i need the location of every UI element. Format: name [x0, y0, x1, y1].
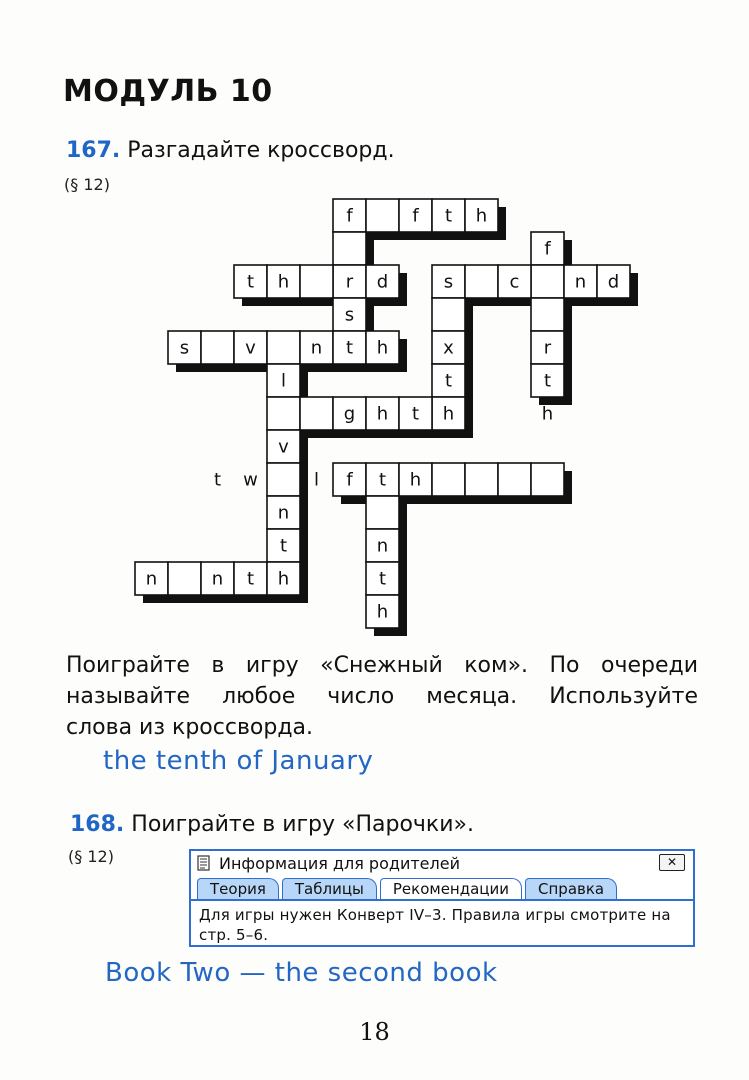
crossword-cell: [432, 463, 465, 496]
crossword-letter: h: [409, 469, 422, 491]
crossword-letter: d: [376, 271, 389, 293]
crossword-letter: x: [443, 337, 454, 359]
crossword-letter: r: [543, 337, 552, 359]
crossword-letter: h: [376, 601, 389, 623]
crossword-letter: h: [541, 403, 554, 425]
exercise-instruction: Поиграйте в игру «Парочки».: [131, 812, 474, 837]
crossword-letter: h: [277, 568, 290, 590]
crossword-cell: [267, 463, 300, 496]
crossword-letter: n: [211, 568, 224, 590]
crossword-letter: t: [246, 568, 255, 590]
parent-info-window: [189, 849, 695, 947]
crossword-letter: c: [509, 271, 520, 293]
crossword-cell: [366, 496, 399, 529]
crossword-letter: f: [412, 205, 419, 227]
task-text: [66, 650, 698, 743]
crossword-letter: n: [376, 535, 389, 557]
crossword-cell: [366, 199, 399, 232]
paragraph-reference: (§ 12): [68, 847, 114, 866]
crossword-letter: t: [444, 205, 453, 227]
crossword-letter: t: [411, 403, 420, 425]
crossword-letter: s: [179, 337, 190, 359]
exercise-number: 168.: [70, 812, 125, 837]
crossword-cell: [267, 331, 300, 364]
module-title: МОДУЛЬ 10: [63, 74, 273, 109]
crossword-cell: [201, 331, 234, 364]
crossword-cell: [465, 265, 498, 298]
document-icon: [197, 855, 211, 871]
task-text-line: называйте любое число месяца. Используйте: [66, 684, 698, 709]
crossword-letter: s: [344, 304, 355, 326]
info-body: Для игры нужен Конверт IV–3. Правила игры смотрите на стр. 5–6.: [199, 906, 671, 944]
info-titlebar: [191, 851, 693, 875]
crossword-letter: r: [345, 271, 354, 293]
crossword-cell: [300, 397, 333, 430]
page-number: 18: [359, 1018, 390, 1046]
tab-tables[interactable]: Таблицы: [282, 878, 377, 899]
exercise-instruction: Разгадайте кроссворд.: [127, 138, 395, 163]
crossword-letter: t: [378, 568, 387, 590]
crossword-letter: f: [346, 469, 353, 491]
crossword-letter: t: [279, 535, 288, 557]
paragraph-reference: (§ 12): [64, 175, 110, 194]
crossword-letter: s: [443, 271, 454, 293]
crossword-letter: h: [376, 337, 389, 359]
example-phrase-168: Book Two — the second book: [105, 958, 498, 988]
crossword-letter: f: [544, 238, 551, 260]
crossword-cell: [333, 232, 366, 265]
crossword-cell: [531, 298, 564, 331]
tab-recommendations[interactable]: Рекомендации: [380, 878, 522, 899]
crossword-cell: [300, 265, 333, 298]
crossword-letter: h: [376, 403, 389, 425]
crossword-letter: v: [278, 436, 289, 458]
info-title: Информация для родителей: [219, 853, 460, 873]
task-text-line: Поиграйте в игру «Снежный ком». По очереди: [66, 653, 698, 678]
crossword-cell: [498, 463, 531, 496]
crossword-letter: v: [245, 337, 256, 359]
crossword-letter: n: [277, 502, 290, 524]
crossword-letter: h: [277, 271, 290, 293]
crossword-cell: [465, 463, 498, 496]
crossword-cell: [531, 463, 564, 496]
crossword-cell: [531, 265, 564, 298]
crossword-letter: t: [246, 271, 255, 293]
tab-theory[interactable]: Теория: [197, 878, 279, 899]
crossword-letter: h: [442, 403, 455, 425]
crossword-letter: g: [343, 403, 356, 425]
example-phrase: the tenth of January: [103, 746, 374, 776]
task-text-line: слова из кроссворда.: [66, 715, 314, 740]
crossword-letter: h: [475, 205, 488, 227]
crossword-letter: w: [243, 469, 258, 491]
crossword-letter: t: [213, 469, 222, 491]
tab-strip: [191, 875, 693, 901]
exercise-number: 167.: [66, 138, 121, 163]
crossword-letter: l: [280, 370, 287, 392]
crossword-letter: n: [310, 337, 323, 359]
crossword-cell: [267, 397, 300, 430]
crossword-letter: l: [313, 469, 320, 491]
crossword-letter: t: [543, 370, 552, 392]
crossword-letter: n: [145, 568, 158, 590]
close-button[interactable]: ✕: [659, 854, 685, 871]
crossword-letter: t: [345, 337, 354, 359]
crossword-letter: n: [574, 271, 587, 293]
crossword-letter: t: [378, 469, 387, 491]
crossword-letter: t: [444, 370, 453, 392]
crossword-letter: f: [346, 205, 353, 227]
tab-reference[interactable]: Справка: [525, 878, 617, 899]
exercise-168-heading: [70, 812, 474, 837]
crossword-cell: [168, 562, 201, 595]
crossword-letter: d: [607, 271, 620, 293]
crossword-cell: [432, 298, 465, 331]
